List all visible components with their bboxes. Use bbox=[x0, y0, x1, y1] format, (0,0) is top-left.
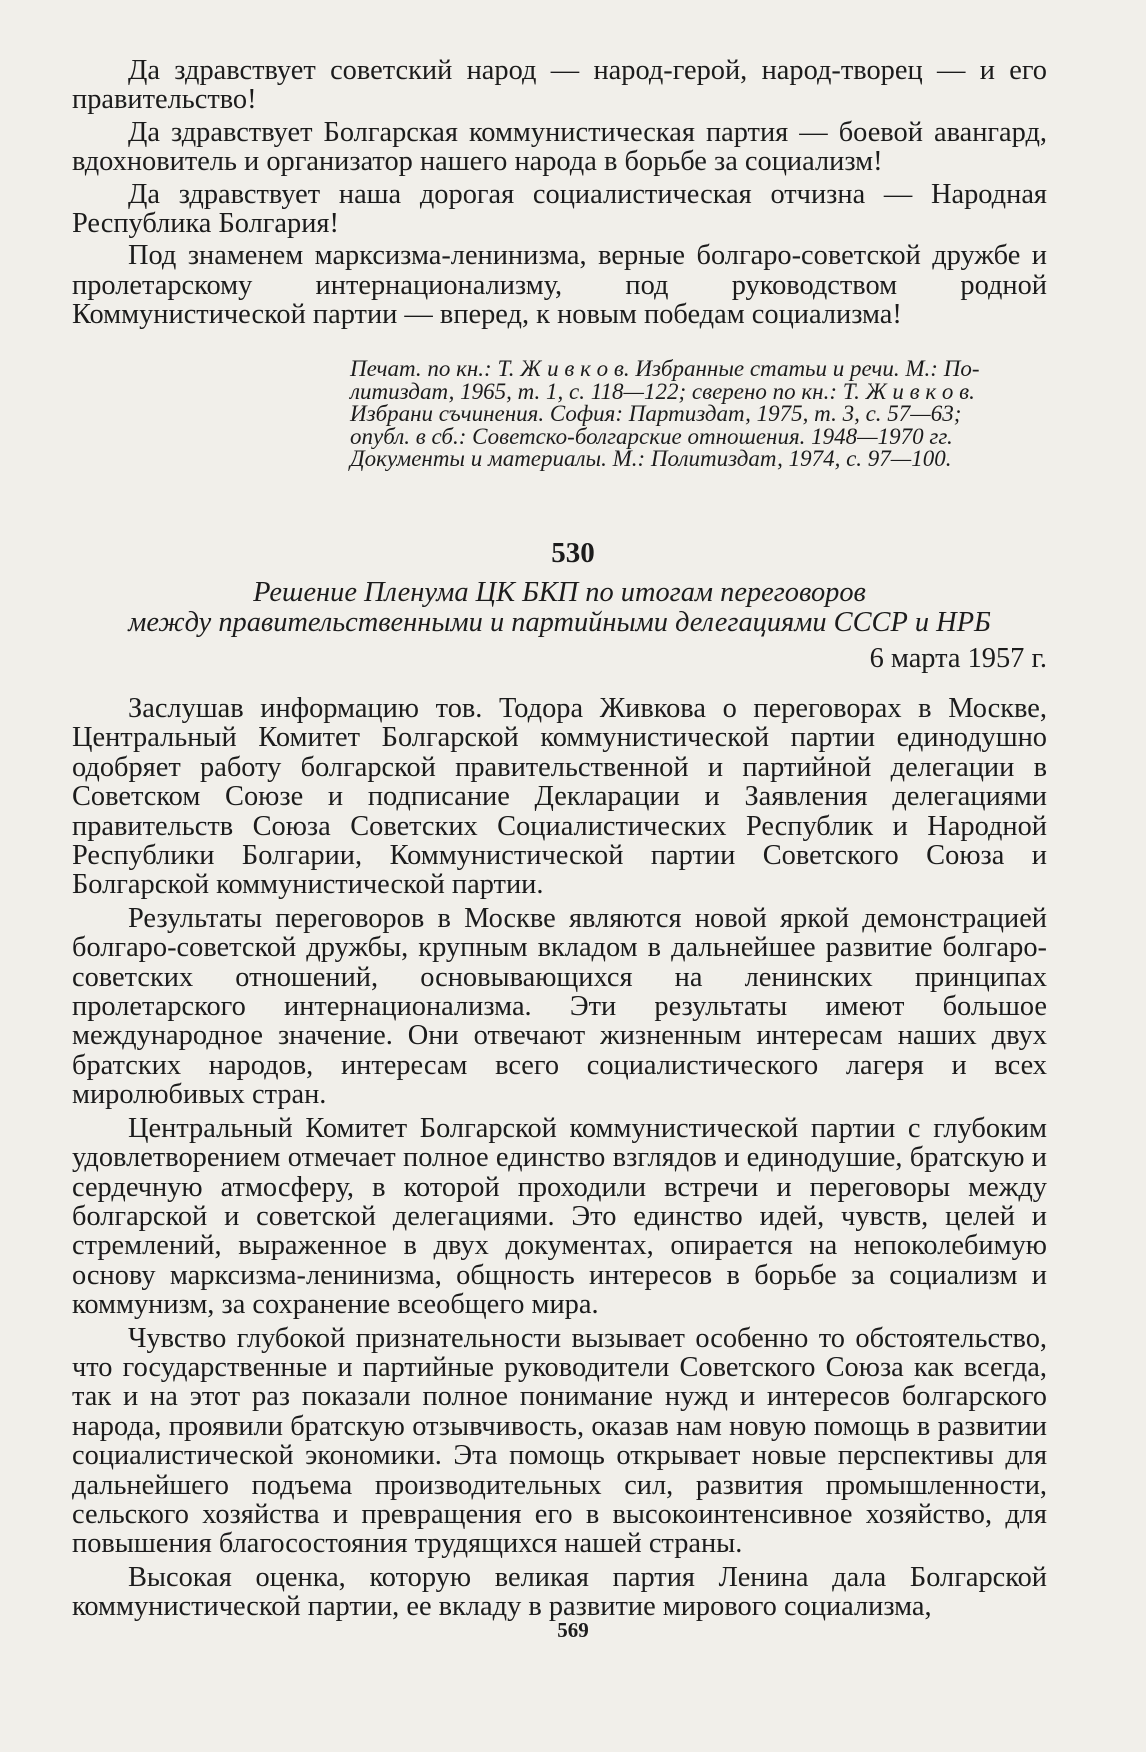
slogan-paragraph: Да здравствует Болгарская коммунистическая партия — боевой авангард, вдохновитель и организатор нашего народа в борьбе за социализм! bbox=[72, 116, 1047, 178]
document-title bbox=[72, 578, 1047, 638]
body-paragraph: Заслушав информацию тов. Тодора Живкова о переговорах в Москве, Центральный Комитет Болгарской коммунистической партии единодушно одобряет работу болгарской правительственной и партийной делегации в Советском Союзе и подписание Декларации и Заявления делегациями правительств Союза Советских Социалистических Республик и Народной Республики Болгарии, Коммунистической партии Советского Союза и Болгарской коммунистической партии. bbox=[72, 693, 1047, 901]
document-number: 530 bbox=[551, 537, 595, 569]
document-body bbox=[72, 694, 1047, 1622]
slogan-paragraph: Да здравствует советский народ — народ-герой, народ-творец — и его правительство! bbox=[72, 55, 1047, 116]
slogan-paragraph: Да здравствует наша дорогая социалистическая отчизна — Народная Республика Болгария! bbox=[72, 178, 1047, 240]
title-line: между правительственными и партийными делегациями СССР и НРБ bbox=[128, 607, 991, 638]
document-date: 6 марта 1957 г. bbox=[869, 643, 1047, 674]
body-paragraph: Центральный Комитет Болгарской коммунистической партии с глубоким удовлетворением отмечает полное единство взглядов и единодушие, братскую и сердечную атмосферу, в которой проходили встречи и переговоры между болгарской и советской делегациями. Это единство идей, чувств, целей и стремлений, выраженное в двух документах, опирается на непоколебимую основу марксизма-ленинизма, общность интересов в борьбе за социализм и коммунизм, за сохранение всеобщего мира. bbox=[72, 1112, 1047, 1321]
slogan-paragraph: Под знаменем марксизма-ленинизма, верные болгаро-советской дружбе и пролетарскому интернационализму, под руководством родной Коммунистической партии — вперед, к новым победам социализма! bbox=[72, 240, 1047, 331]
source-line: литиздат, 1965, т. 1, с. 118—122; сверено по кн.: Т. Ж и в к о в. bbox=[350, 378, 975, 404]
source-line: Избрани съчинения. София: Партиздат, 1975, т. 3, с. 57—63; bbox=[350, 401, 962, 427]
source-line: Печат. по кн.: Т. Ж и в к о в. Избранные статьи и речи. М.: По- bbox=[350, 356, 980, 381]
body-paragraph: Высокая оценка, которую великая партия Ленина дала Болгарской коммунистической партии, ее вкладу в развитие мирового социализма, bbox=[72, 1561, 1047, 1623]
closing-slogans bbox=[72, 56, 1047, 330]
body-paragraph: Результаты переговоров в Москве являются новой яркой демонстрацией болгаро-советской дружбы, крупным вкладом в дальнейшее развитие болгаро-советских отношений, основывающихся на ленинских принципах пролетарского интернационализма. Эти результаты имеют большое международное значение. Они отвечают жизненным интересам наших двух братских народов, интересам всего социалистического лагеря и всех миролюбивых стран. bbox=[72, 902, 1047, 1111]
source-line: Документы и материалы. М.: Политиздат, 1974, с. 97—100. bbox=[350, 446, 952, 472]
source-line: опубл. в сб.: Советско-болгарские отношения. 1948—1970 гг. bbox=[350, 423, 953, 449]
page-number: 569 bbox=[557, 1618, 589, 1642]
body-paragraph: Чувство глубокой признательности вызывает особенно то обстоятельство, что государственные и партийные руководители Советского Союза как всегда, так и на этот раз показали полное понимание нужд и интересов болгарского народа, проявили братскую отзывчивость, оказав нам новую помощь в развитии социалистической экономики. Эта помощь открывает новые перспективы для дальнейшего подъема производительных сил, развития промышленности, сельского хозяйства и превращения его в высокоинтенсивное хозяйство, для повышения благосостояния трудящихся нашей страны. bbox=[72, 1322, 1047, 1560]
title-line: Решение Пленума ЦК БКП по итогам переговоров bbox=[253, 577, 866, 608]
source-citation bbox=[350, 358, 1047, 471]
